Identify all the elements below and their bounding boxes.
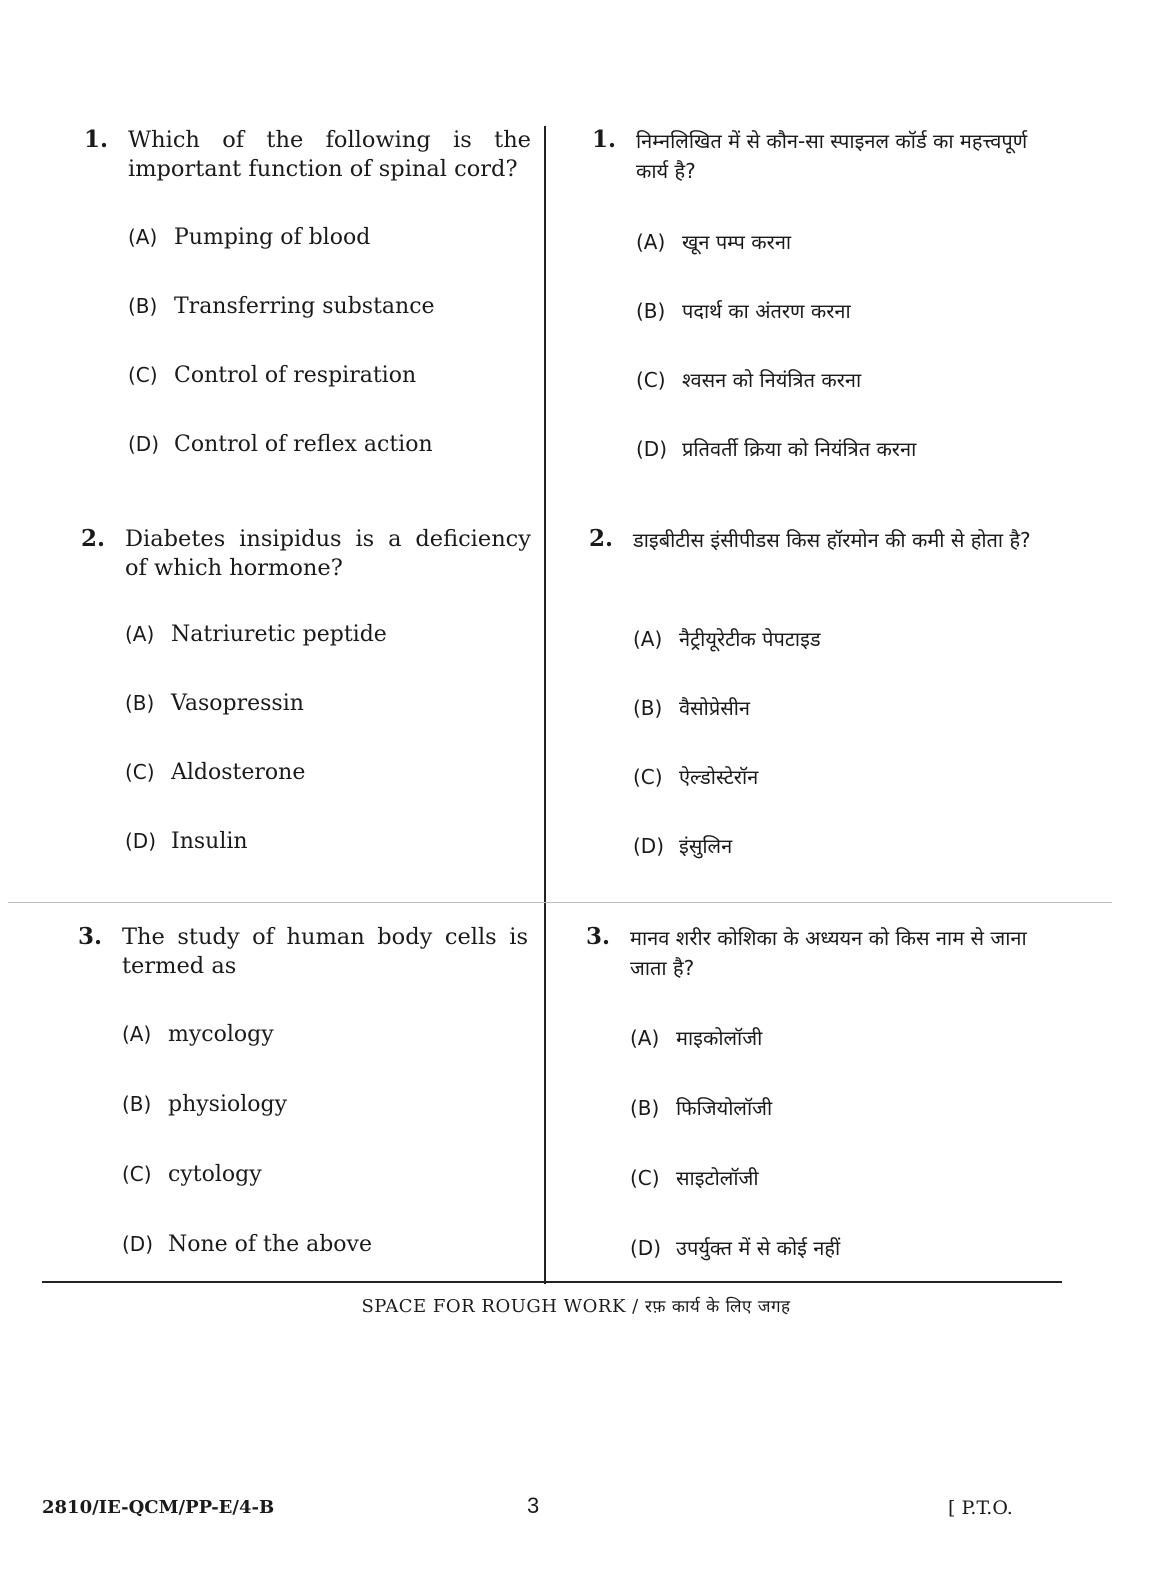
option-text: None of the above xyxy=(168,1232,372,1257)
rough-work-separator: / xyxy=(625,1296,645,1317)
option-d xyxy=(636,435,916,462)
option-c xyxy=(630,1164,759,1191)
option-text: साइटोलॉजी xyxy=(676,1166,759,1190)
option-d xyxy=(122,1232,372,1257)
option-text: श्वसन को नियंत्रित करना xyxy=(682,368,862,392)
option-text: Vasopressin xyxy=(171,691,304,716)
question-number: 1. xyxy=(84,126,109,153)
option-text: physiology xyxy=(168,1092,288,1117)
option-c xyxy=(125,760,305,785)
option-text: mycology xyxy=(168,1022,274,1047)
option-label: (A) xyxy=(633,627,663,651)
option-c xyxy=(636,366,861,393)
question-number: 1. xyxy=(592,126,617,153)
option-text: ऐल्डोस्टेरॉन xyxy=(679,765,759,789)
option-b xyxy=(128,294,435,319)
option-text: माइकोलॉजी xyxy=(676,1026,763,1050)
option-label: (A) xyxy=(636,230,666,254)
option-a xyxy=(633,625,821,652)
option-b xyxy=(125,691,304,716)
option-a xyxy=(128,225,370,250)
option-label: (D) xyxy=(630,1236,662,1260)
option-b xyxy=(636,297,851,324)
option-label: (A) xyxy=(630,1026,660,1050)
option-text: इंसुलिन xyxy=(679,834,733,858)
question-number: 3. xyxy=(78,923,103,950)
question-number: 3. xyxy=(586,923,611,950)
option-label: (B) xyxy=(636,299,666,323)
question-number: 2. xyxy=(589,525,614,552)
column-divider xyxy=(544,126,546,1284)
option-label: (C) xyxy=(636,368,666,392)
option-label: (B) xyxy=(122,1092,152,1116)
option-label: (B) xyxy=(630,1096,660,1120)
question-stem: डाइबीटीस इंसीपीडस किस हॉरमोन की कमी से होता है? xyxy=(633,528,1031,552)
option-label: (A) xyxy=(128,225,158,249)
question-number: 2. xyxy=(81,525,106,552)
option-label: (D) xyxy=(125,829,157,853)
option-label: (B) xyxy=(128,294,158,318)
option-text: खून पम्प करना xyxy=(682,230,792,254)
option-label: (C) xyxy=(633,765,663,789)
option-c xyxy=(128,363,416,388)
option-text: Insulin xyxy=(171,829,248,854)
option-text: फिजियोलॉजी xyxy=(676,1096,773,1120)
rough-work-english: SPACE FOR ROUGH WORK xyxy=(361,1296,626,1317)
option-text: cytology xyxy=(168,1162,262,1187)
option-label: (C) xyxy=(128,363,158,387)
option-b xyxy=(630,1094,772,1121)
option-a xyxy=(636,228,791,255)
option-label: (D) xyxy=(128,432,160,456)
option-label: (B) xyxy=(633,696,663,720)
question-stem: Diabetes insipidus is a deficiency of which hormone? xyxy=(125,526,531,581)
option-label: (B) xyxy=(125,691,155,715)
option-text: उपर्युक्त में से कोई नहीं xyxy=(676,1236,841,1260)
option-label: (C) xyxy=(125,760,155,784)
option-label: (C) xyxy=(122,1162,152,1186)
question-stem: मानव शरीर कोशिका के अध्ययन को किस नाम से जाना जाता है? xyxy=(630,926,1027,980)
option-text: Pumping of blood xyxy=(174,225,371,250)
question-divider xyxy=(8,902,1112,903)
bottom-rule xyxy=(42,1281,1062,1283)
option-c xyxy=(633,763,758,790)
option-text: Control of respiration xyxy=(174,363,417,388)
option-a xyxy=(125,622,387,647)
option-label: (D) xyxy=(633,834,665,858)
option-b xyxy=(122,1092,287,1117)
paper-code: 2810/IE-QCM/PP-E/4-B xyxy=(42,1497,275,1518)
option-text: Natriuretic peptide xyxy=(171,622,387,647)
option-text: वैसोप्रेसीन xyxy=(679,696,750,720)
option-text: पदार्थ का अंतरण करना xyxy=(682,299,851,323)
option-text: Aldosterone xyxy=(171,760,306,785)
option-c xyxy=(122,1162,262,1187)
question-stem: Which of the following is the important function of spinal cord? xyxy=(128,127,531,182)
rough-work-hindi: रफ़ कार्य के लिए जगह xyxy=(644,1297,791,1317)
option-d xyxy=(125,829,248,854)
please-turn-over: [ P.T.O. xyxy=(948,1497,1013,1519)
option-d xyxy=(630,1234,840,1261)
option-text: प्रतिवर्ती क्रिया को नियंत्रित करना xyxy=(682,437,917,461)
option-label: (A) xyxy=(122,1022,152,1046)
question-stem: निम्नलिखित में से कौन-सा स्पाइनल कॉर्ड का महत्त्वपूर्ण कार्य है? xyxy=(636,129,1028,183)
option-b xyxy=(633,694,750,721)
option-label: (C) xyxy=(630,1166,660,1190)
option-label: (A) xyxy=(125,622,155,646)
option-label: (D) xyxy=(122,1232,154,1256)
option-d xyxy=(128,432,433,457)
option-a xyxy=(630,1024,762,1051)
option-text: Control of reflex action xyxy=(174,432,433,457)
rough-work-caption xyxy=(0,1294,1152,1317)
option-label: (D) xyxy=(636,437,668,461)
option-text: Transferring substance xyxy=(174,294,435,319)
option-text: नैट्रीयूरेटीक पेपटाइड xyxy=(679,627,821,651)
option-a xyxy=(122,1022,274,1047)
page-number: 3 xyxy=(527,1493,540,1518)
option-d xyxy=(633,832,732,859)
question-stem: The study of human body cells is termed as xyxy=(122,924,528,979)
